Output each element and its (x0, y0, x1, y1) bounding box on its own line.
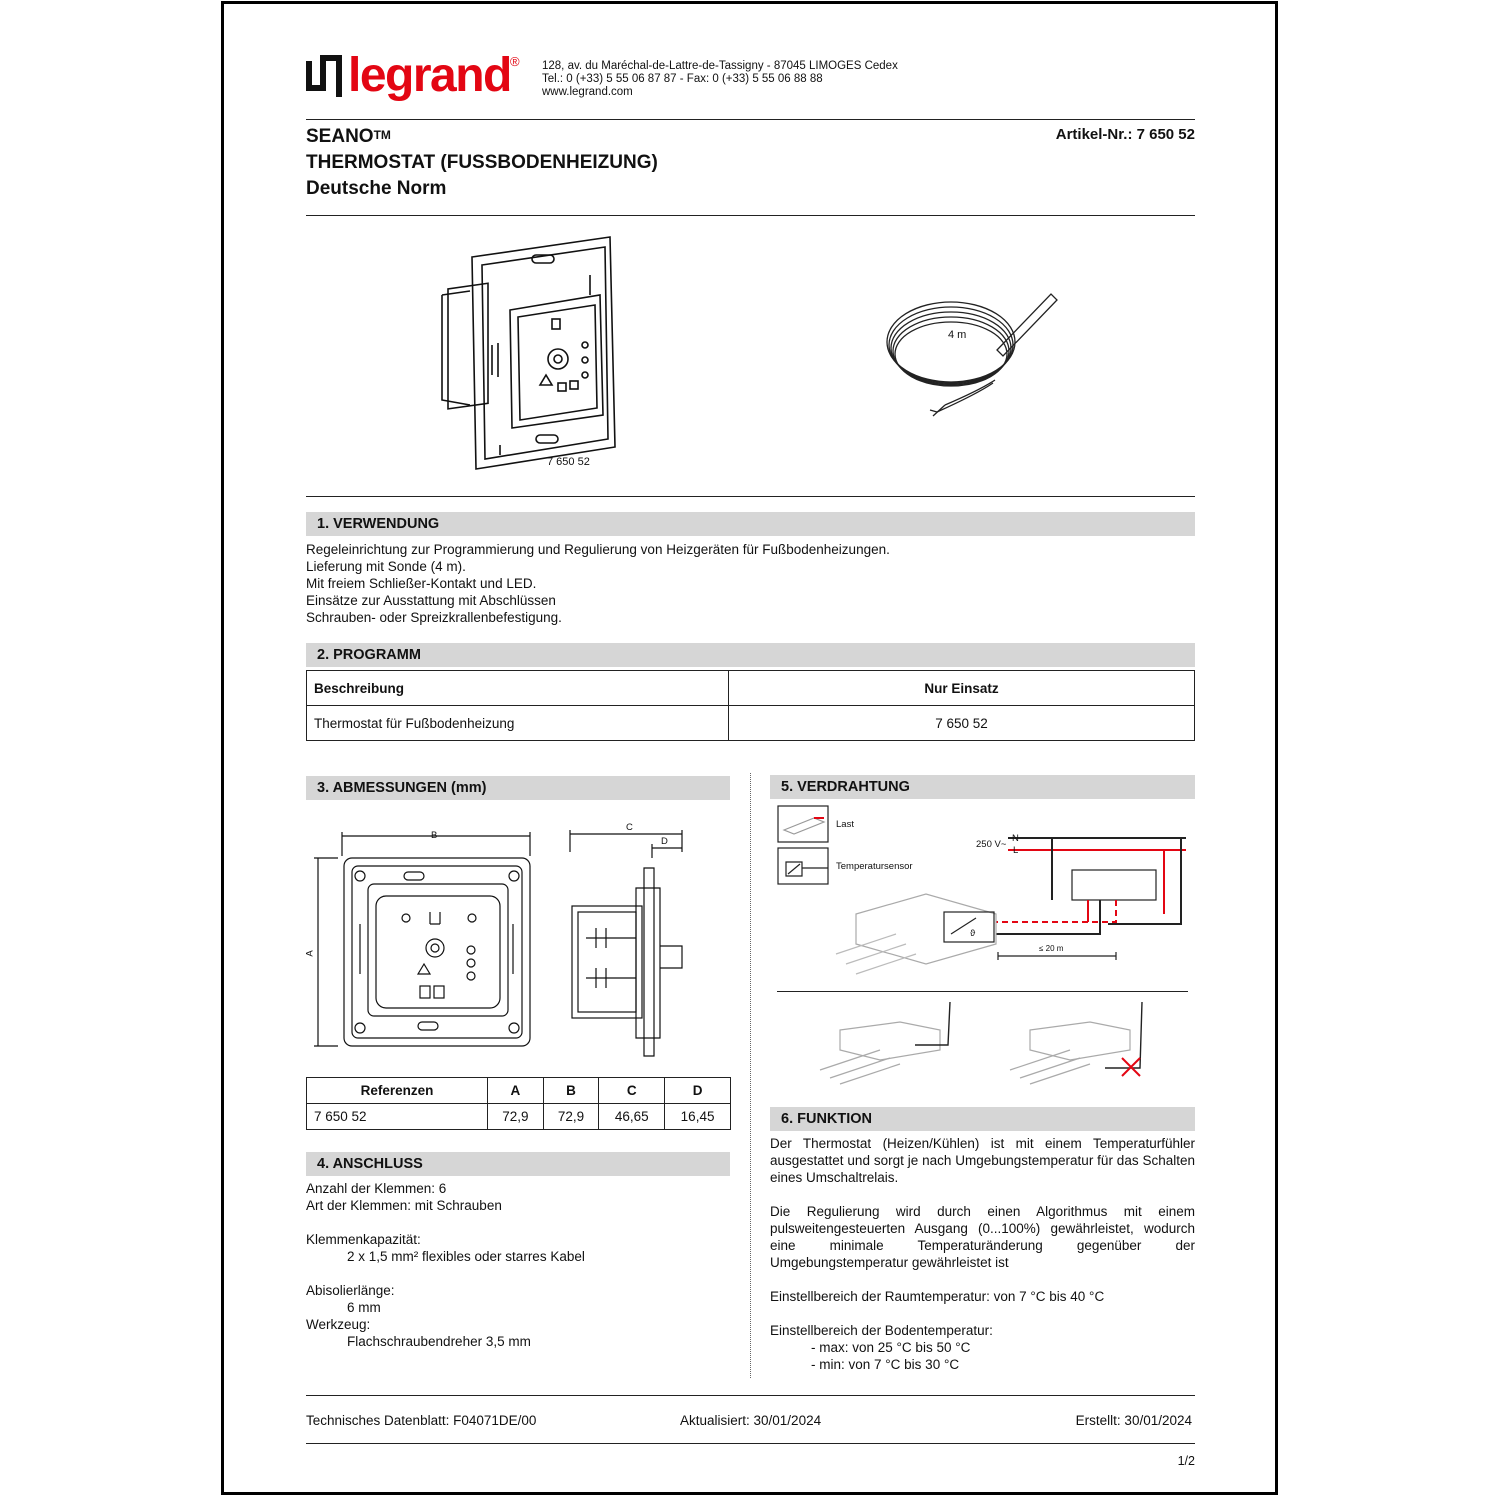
funktion-text (770, 1135, 1195, 1373)
cell-b: 72,9 (543, 1104, 599, 1130)
product-subtitle: THERMOSTAT (FUSSBODENHEIZUNG) (306, 152, 658, 173)
row-reference: 7 650 52 (729, 706, 1195, 741)
legrand-logo-icon (306, 55, 342, 97)
funktion-max: - max: von 25 °C bis 50 °C (811, 1340, 971, 1355)
product-title (306, 124, 658, 202)
col-beschreibung: Beschreibung (307, 671, 729, 706)
abmessungen-table (306, 1077, 731, 1130)
col-nur-einsatz: Nur Einsatz (729, 671, 1195, 706)
table-row (307, 1104, 731, 1130)
anschluss-line: Flachschraubendreher 3,5 mm (347, 1334, 531, 1349)
funktion-para: Der Thermostat (Heizen/Kühlen) ist mit einem Temperaturfühler ausgestattet und sorgt je nach Umgebungstemperatur für das Schalten eines Umschaltrelais. (770, 1136, 1195, 1185)
address-line: 128, av. du Maréchal-de-Lattre-de-Tassigny - 87045 LIMOGES Cedex (542, 60, 898, 72)
title-divider (306, 215, 1195, 216)
verwendung-line: Mit freiem Schließer-Kontakt und LED. (306, 576, 537, 591)
article-number: Artikel-Nr.: 7 650 52 (1055, 126, 1195, 143)
cable-length-label: 4 m (948, 329, 967, 341)
row-description: Thermostat für Fußbodenheizung (307, 706, 729, 741)
col-a: A (488, 1078, 544, 1104)
funktion-para: Einstellbereich der Bodentemperatur: (770, 1323, 993, 1338)
verwendung-line: Schrauben- oder Spreizkrallenbefestigung. (306, 610, 562, 625)
table-header-row (307, 671, 1195, 706)
table-header-row (307, 1078, 731, 1104)
col-b: B (543, 1078, 599, 1104)
anschluss-line: Art der Klemmen: mit Schrauben (306, 1198, 502, 1213)
col-referenzen: Referenzen (307, 1078, 488, 1104)
col-c: C (599, 1078, 665, 1104)
wiring-diagram (776, 804, 1196, 984)
l-label: L (1013, 845, 1019, 856)
distance-label: ≤ 20 m (1039, 944, 1064, 953)
funktion-para: Einstellbereich der Raumtemperatur: von 7 °C bis 40 °C (770, 1289, 1105, 1304)
legend-sensor-label: Temperatursensor (836, 861, 913, 872)
voltage-label: 250 V~ (976, 839, 1007, 850)
section-abmessungen-heading: 3. ABMESSUNGEN (mm) (306, 776, 730, 800)
legend-load-label: Last (836, 819, 854, 830)
cell-d: 16,45 (665, 1104, 731, 1130)
anschluss-line: Werkzeug: (306, 1317, 371, 1332)
anschluss-line: 2 x 1,5 mm² flexibles oder starres Kabel (347, 1249, 585, 1264)
thermostat-product-image (440, 235, 620, 475)
anschluss-line: Klemmenkapazität: (306, 1232, 421, 1247)
verwendung-line: Einsätze zur Ausstattung mit Abschlüssen (306, 593, 556, 608)
section-anschluss-heading: 4. ANSCHLUSS (306, 1152, 730, 1176)
registered-mark: ® (510, 54, 520, 69)
footer-divider-top (306, 1395, 1195, 1396)
trademark: TM (373, 128, 391, 142)
dim-label-b: B (431, 830, 438, 841)
dim-label-d: D (661, 836, 668, 847)
footer-divider-bottom (306, 1443, 1195, 1444)
dimension-side-drawing (566, 828, 696, 1058)
section-funktion-heading: 6. FUNKTION (770, 1107, 1195, 1131)
table-row (307, 706, 1195, 741)
footer-updated: Aktualisiert: 30/01/2024 (680, 1413, 822, 1428)
anschluss-text (306, 1180, 585, 1350)
col-d: D (665, 1078, 731, 1104)
header-divider (306, 119, 1195, 120)
n-label: N (1012, 833, 1019, 844)
verwendung-line: Regeleinrichtung zur Programmierung und Regulierung von Heizgeräten für Fußbodenheizungen. (306, 542, 890, 557)
brand-wordmark: legrand (348, 49, 511, 102)
product-name: SEANO (306, 126, 374, 147)
anschluss-line: Anzahl der Klemmen: 6 (306, 1181, 447, 1196)
product-norm: Deutsche Norm (306, 178, 447, 199)
section-verwendung-heading: 1. VERWENDUNG (306, 512, 1195, 536)
company-address (542, 60, 898, 99)
cell-c: 46,65 (599, 1104, 665, 1130)
section-programm-heading: 2. PROGRAMM (306, 643, 1195, 667)
theta-label: ϑ (970, 928, 976, 939)
cell-reference: 7 650 52 (307, 1104, 488, 1130)
column-separator (750, 773, 751, 1378)
anschluss-line: 6 mm (347, 1300, 381, 1315)
sensor-cable-image (885, 290, 1065, 420)
funktion-min: - min: von 7 °C bis 30 °C (811, 1357, 960, 1372)
dim-label-c: C (626, 822, 633, 833)
website-link[interactable]: www.legrand.com (542, 86, 633, 98)
footer-sheet-id: Technisches Datenblatt: F04071DE/00 (306, 1413, 537, 1428)
wiring-divider (777, 991, 1188, 992)
section-verdrahtung-heading: 5. VERDRAHTUNG (770, 775, 1195, 799)
funktion-para: Die Regulierung wird durch einen Algorithmus mit einem pulsweitengesteuerten Ausgang (0...100%) gewährleistet, wodurch eine minimale Temperaturänderung gegenüber der Umgebungstemperatur gewährleistet ist (770, 1204, 1195, 1270)
verwendung-text (306, 541, 890, 626)
product-image-caption: 7 650 52 (547, 456, 590, 468)
anschluss-line: Abisolierlänge: (306, 1283, 395, 1298)
cell-a: 72,9 (488, 1104, 544, 1130)
dimension-front-drawing (308, 828, 548, 1058)
sensor-installation-drawing (810, 1000, 1160, 1085)
image-divider (306, 496, 1195, 497)
phone-line: Tel.: 0 (+33) 5 55 06 87 87 - Fax: 0 (+33) 5 55 06 88 88 (542, 73, 823, 85)
footer-created: Erstellt: 30/01/2024 (1075, 1413, 1192, 1428)
programm-table (306, 670, 1195, 741)
dim-label-a: A (304, 950, 316, 957)
page-number: 1/2 (1177, 1454, 1195, 1468)
verwendung-line: Lieferung mit Sonde (4 m). (306, 559, 466, 574)
